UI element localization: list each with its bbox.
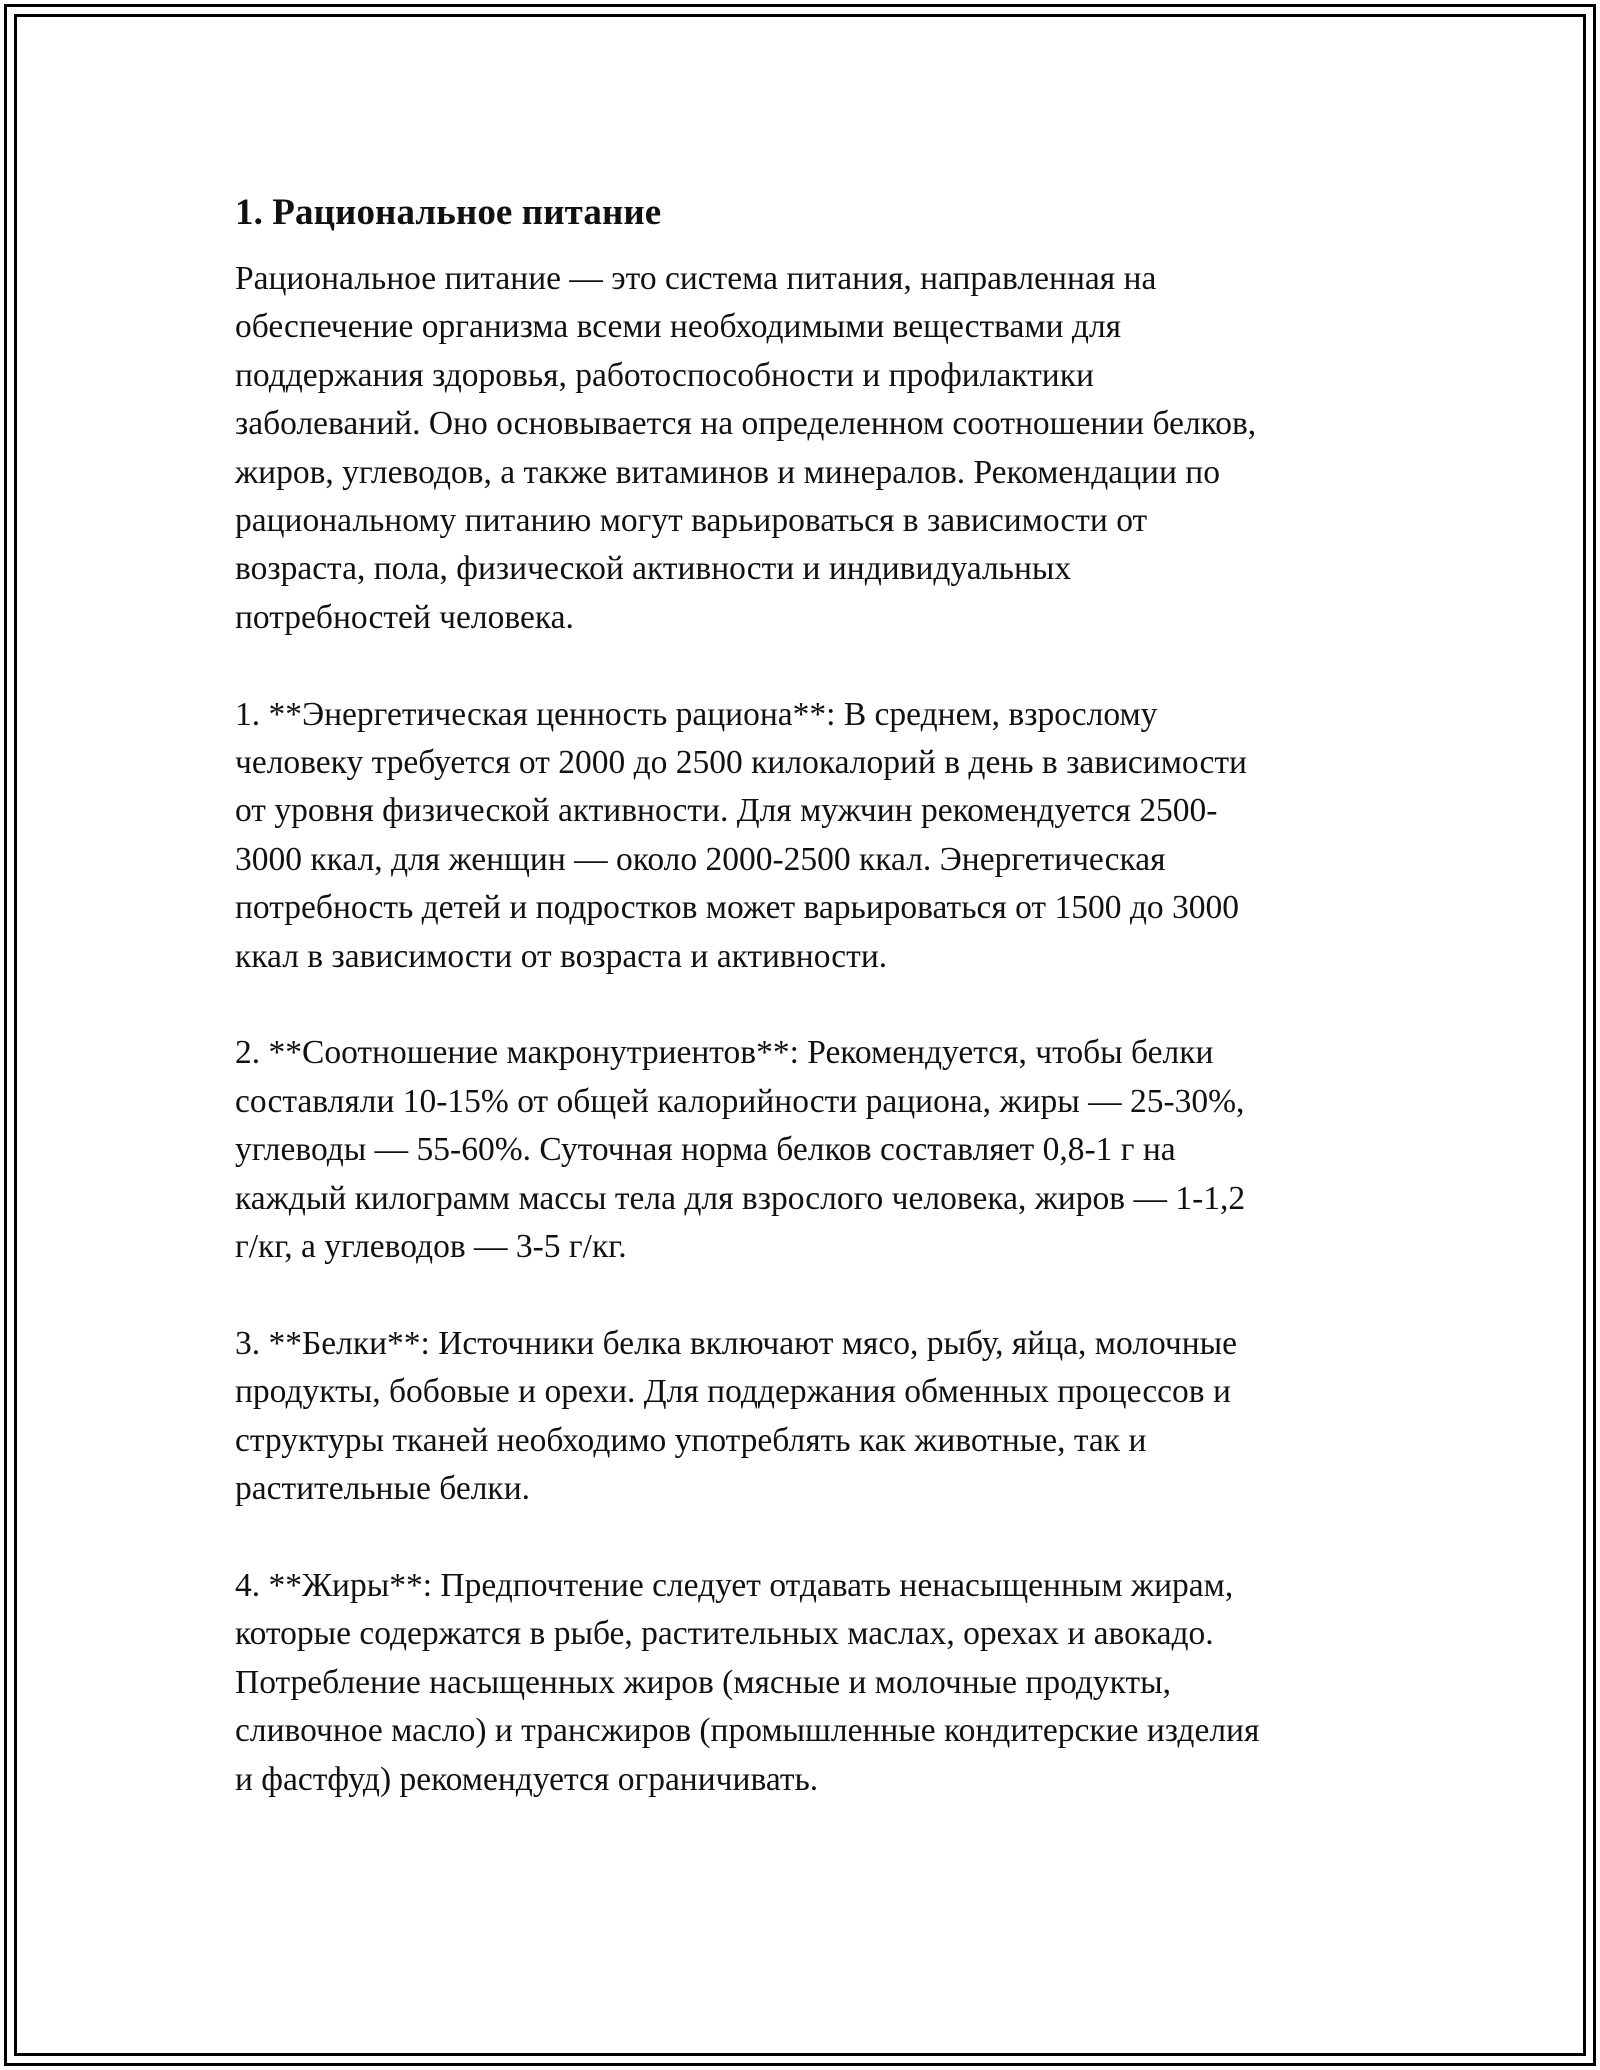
document-body	[235, 183, 1365, 1804]
fats-paragraph: 4. **Жиры**: Предпочтение следует отдавать ненасыщенным жирам, которые содержатся в рыбе, растительных маслах, орехах и авокадо. Потребление насыщенных жиров (мясные и молочные продукты, сливочное масло) и трансжиров (промышленные кондитерские изделия и фастфуд) рекомендуется ограничивать.	[235, 1566, 1260, 1798]
intro-paragraph: Рациональное питание — это система питания, направленная на обеспечение организма всеми необходимыми веществами для поддержания здоровья, работоспособности и профилактики заболеваний. Оно основывается на определенном соотношении белков, жиров, углеводов, а также витаминов и минералов. Рекомендации по рациональному питанию могут варьироваться в зависимости от возраста, пола, физической активности и индивидуальных потребностей человека.	[235, 260, 1257, 636]
macronutrients-paragraph: 2. **Соотношение макронутриентов**: Рекомендуется, чтобы белки составляли 10-15% от общей калорийности рациона, жиры — 25-30%, углеводы — 55-60%. Суточная норма белков составляет 0,8-1 г на каждый килограмм массы тела для взрослого человека, жиров — 1-1,2 г/кг, а углеводов — 3-5 г/кг.	[235, 1034, 1246, 1266]
energy-value-paragraph: 1. **Энергетическая ценность рациона**: В среднем, взрослому человеку требуется от 2000 до 2500 килокалорий в день в зависимости от уровня физической активности. Для мужчин рекомендуется 2500- 3000 ккал, для женщин — около 2000-2500 ккал. Энергетическая потребность детей и подростков может варьироваться от 1500 до 3000 ккал в зависимости от возраста и активности.	[235, 695, 1247, 975]
section-heading: 1. Рациональное питание	[235, 192, 662, 233]
proteins-paragraph: 3. **Белки**: Источники белка включают мясо, рыбу, яйца, молочные продукты, бобовые и орехи. Для поддержания обменных процессов и структуры тканей необходимо употреблять как животные, так и растительные белки.	[235, 1324, 1238, 1508]
